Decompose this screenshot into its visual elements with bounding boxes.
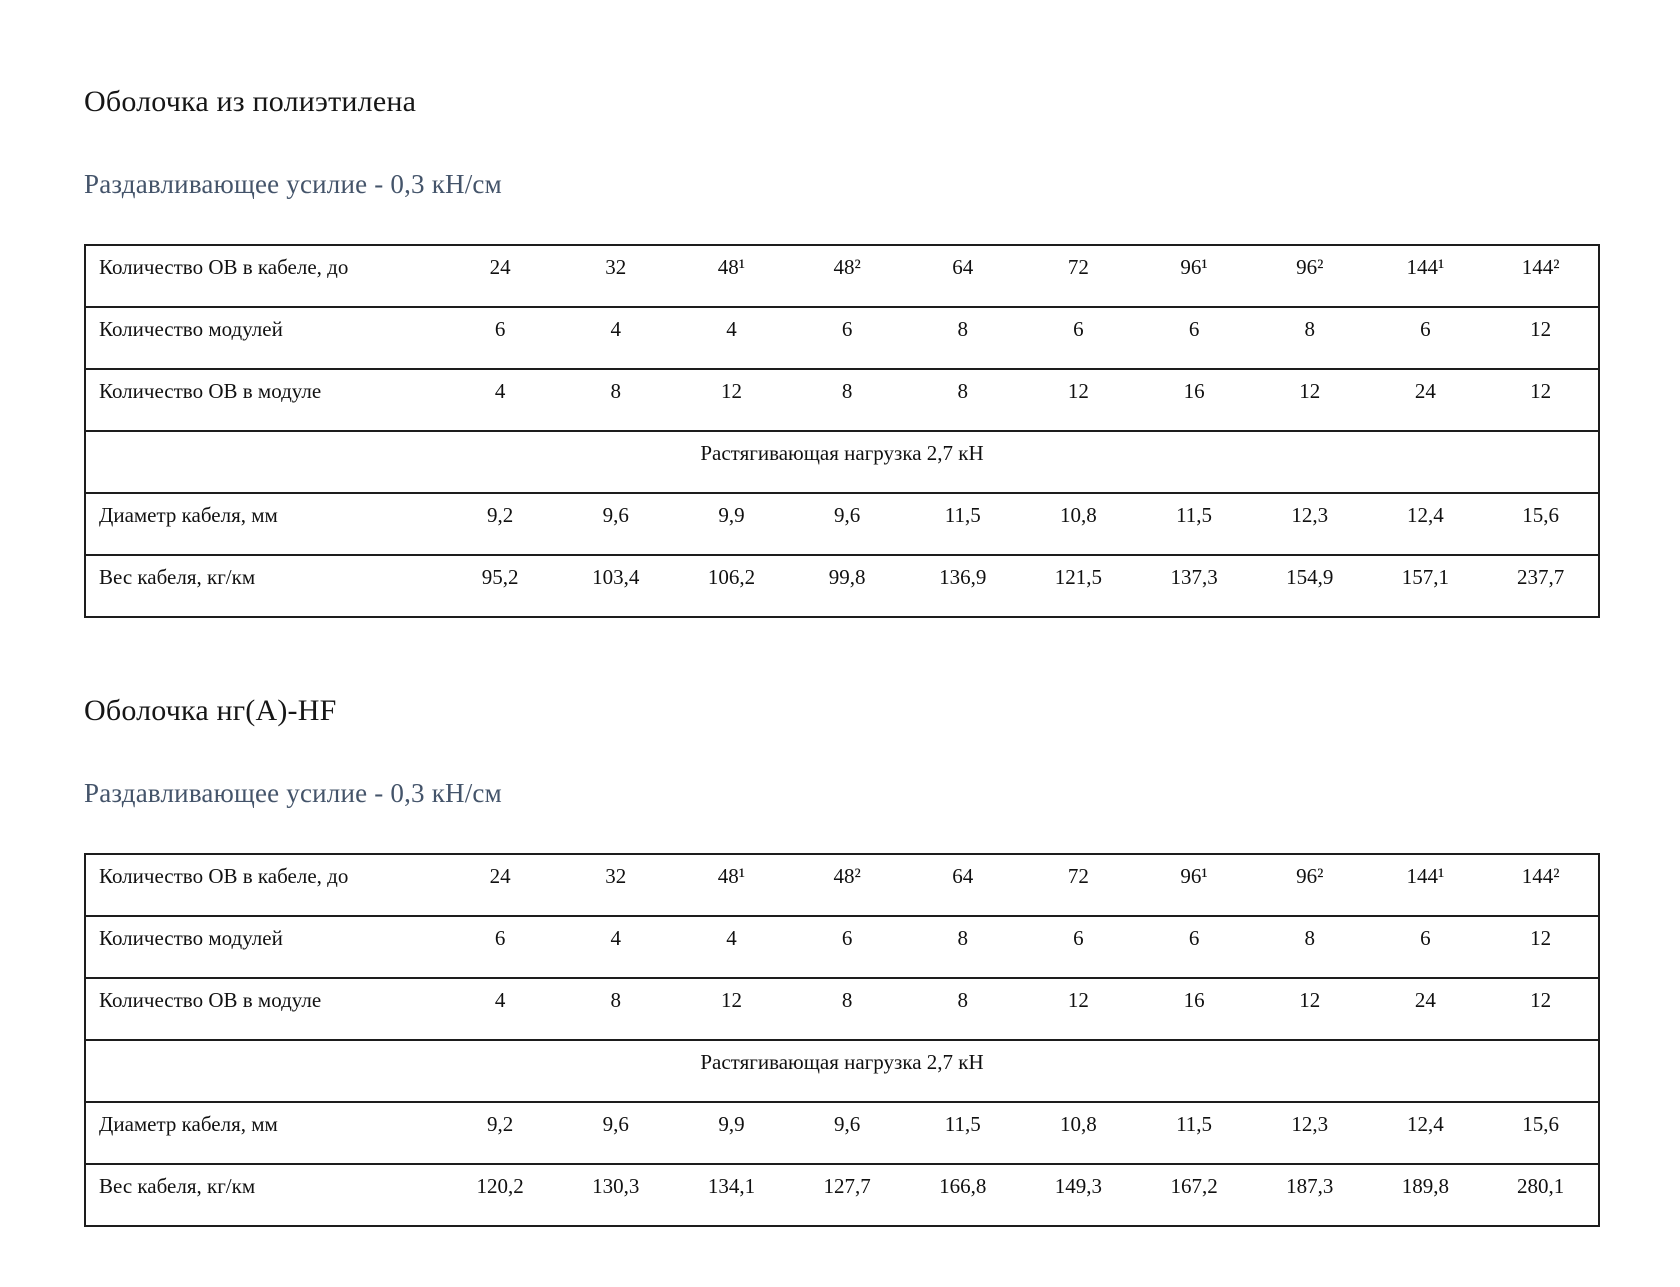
span-row-label: Растягивающая нагрузка 2,7 кН — [85, 431, 1599, 493]
value-cell: 121,5 — [1021, 555, 1137, 617]
table-row — [85, 369, 1599, 431]
value-cell: 144¹ — [1406, 255, 1445, 279]
value-cell: 9,6 — [789, 493, 905, 555]
table-row — [85, 431, 1599, 493]
value-cell: 4 — [674, 307, 790, 369]
value-cell: 6 — [1368, 307, 1484, 369]
value-cell: 24 — [489, 864, 511, 888]
value-cell: 9,6 — [789, 1102, 905, 1164]
value-cell: 12 — [1483, 978, 1599, 1040]
value-cell: 96¹ — [1180, 864, 1208, 888]
row-label: Количество модулей — [85, 916, 442, 978]
value-cell: 4 — [558, 307, 674, 369]
value-cell: 12 — [1252, 978, 1368, 1040]
value-cell: 96¹ — [1180, 255, 1208, 279]
value-cell: 8 — [905, 369, 1021, 431]
span-row-label: Растягивающая нагрузка 2,7 кН — [85, 1040, 1599, 1102]
value-cell: 12 — [674, 978, 790, 1040]
value-cell: 8 — [558, 369, 674, 431]
value-cell: 4 — [442, 369, 558, 431]
value-cell: 144² — [1521, 864, 1560, 888]
section-polyethylene-sheath — [84, 0, 1600, 618]
section-subtitle: Раздавливающее усилие - 0,3 кН/см — [84, 169, 502, 199]
value-cell: 12,3 — [1252, 493, 1368, 555]
value-cell: 12,3 — [1252, 1102, 1368, 1164]
row-label: Количество ОВ в модуле — [85, 978, 442, 1040]
value-cell: 48¹ — [717, 864, 746, 888]
value-cell: 106,2 — [674, 555, 790, 617]
value-cell: 4 — [442, 978, 558, 1040]
row-label: Вес кабеля, кг/км — [85, 1164, 442, 1226]
row-label: Количество ОВ в кабеле, до — [99, 864, 349, 888]
value-cell: 8 — [1252, 307, 1368, 369]
table-row — [85, 245, 1599, 307]
section-title: Оболочка нг(А)-HF — [84, 694, 337, 727]
value-cell: 8 — [905, 978, 1021, 1040]
value-cell: 96² — [1296, 255, 1324, 279]
table-row — [85, 916, 1599, 978]
value-cell: 144¹ — [1406, 864, 1445, 888]
value-cell: 8 — [905, 307, 1021, 369]
value-cell: 8 — [558, 978, 674, 1040]
value-cell: 9,6 — [558, 1102, 674, 1164]
value-cell: 8 — [789, 369, 905, 431]
value-cell: 12 — [1483, 916, 1599, 978]
value-cell: 32 — [605, 255, 627, 279]
value-cell: 48² — [833, 255, 861, 279]
value-cell: 10,8 — [1021, 493, 1137, 555]
value-cell: 9,9 — [674, 493, 790, 555]
value-cell: 134,1 — [674, 1164, 790, 1226]
table-row — [85, 555, 1599, 617]
value-cell: 12 — [674, 369, 790, 431]
value-cell: 11,5 — [1136, 1102, 1252, 1164]
row-label: Количество модулей — [85, 307, 442, 369]
value-cell: 9,2 — [442, 1102, 558, 1164]
value-cell: 136,9 — [905, 555, 1021, 617]
value-cell: 72 — [1067, 864, 1089, 888]
cable-spec-table-polyethylene — [84, 244, 1600, 618]
value-cell: 154,9 — [1252, 555, 1368, 617]
value-cell: 149,3 — [1021, 1164, 1137, 1226]
section-title: Оболочка из полиэтилена — [84, 85, 417, 118]
table-row — [85, 307, 1599, 369]
value-cell: 8 — [1252, 916, 1368, 978]
value-cell: 8 — [789, 978, 905, 1040]
value-cell: 6 — [1368, 916, 1484, 978]
value-cell: 16 — [1136, 978, 1252, 1040]
value-cell: 4 — [674, 916, 790, 978]
section-nga-hf-sheath — [84, 618, 1600, 1227]
value-cell: 120,2 — [442, 1164, 558, 1226]
row-label: Диаметр кабеля, мм — [85, 1102, 442, 1164]
value-cell: 6 — [1136, 307, 1252, 369]
value-cell: 137,3 — [1136, 555, 1252, 617]
value-cell: 12 — [1021, 369, 1137, 431]
value-cell: 6 — [789, 916, 905, 978]
value-cell: 12 — [1021, 978, 1137, 1040]
value-cell: 6 — [1021, 307, 1137, 369]
value-cell: 64 — [952, 864, 974, 888]
value-cell: 8 — [905, 916, 1021, 978]
value-cell: 24 — [1368, 978, 1484, 1040]
value-cell: 6 — [442, 916, 558, 978]
value-cell: 24 — [1368, 369, 1484, 431]
value-cell: 187,3 — [1252, 1164, 1368, 1226]
value-cell: 11,5 — [905, 1102, 1021, 1164]
value-cell: 166,8 — [905, 1164, 1021, 1226]
value-cell: 48² — [833, 864, 861, 888]
value-cell: 95,2 — [442, 555, 558, 617]
value-cell: 6 — [1021, 916, 1137, 978]
value-cell: 15,6 — [1483, 493, 1599, 555]
value-cell: 15,6 — [1483, 1102, 1599, 1164]
value-cell: 99,8 — [789, 555, 905, 617]
row-label: Диаметр кабеля, мм — [85, 493, 442, 555]
value-cell: 10,8 — [1021, 1102, 1137, 1164]
table-row — [85, 493, 1599, 555]
value-cell: 127,7 — [789, 1164, 905, 1226]
value-cell: 96² — [1296, 864, 1324, 888]
value-cell: 280,1 — [1483, 1164, 1599, 1226]
value-cell: 103,4 — [558, 555, 674, 617]
table-row — [85, 1164, 1599, 1226]
value-cell: 12 — [1483, 307, 1599, 369]
value-cell: 11,5 — [1136, 493, 1252, 555]
value-cell: 24 — [489, 255, 511, 279]
value-cell: 6 — [1136, 916, 1252, 978]
cable-spec-table-nga-hf — [84, 853, 1600, 1227]
value-cell: 64 — [952, 255, 974, 279]
value-cell: 9,2 — [442, 493, 558, 555]
value-cell: 9,9 — [674, 1102, 790, 1164]
section-subtitle: Раздавливающее усилие - 0,3 кН/см — [84, 778, 502, 808]
table-row — [85, 1040, 1599, 1102]
value-cell: 144² — [1521, 255, 1560, 279]
value-cell: 237,7 — [1483, 555, 1599, 617]
value-cell: 189,8 — [1368, 1164, 1484, 1226]
value-cell: 32 — [605, 864, 627, 888]
value-cell: 6 — [789, 307, 905, 369]
value-cell: 12 — [1483, 369, 1599, 431]
row-label: Количество ОВ в модуле — [85, 369, 442, 431]
value-cell: 157,1 — [1368, 555, 1484, 617]
value-cell: 12,4 — [1368, 1102, 1484, 1164]
row-label: Количество ОВ в кабеле, до — [99, 255, 349, 279]
value-cell: 48¹ — [717, 255, 746, 279]
table-row — [85, 978, 1599, 1040]
value-cell: 11,5 — [905, 493, 1021, 555]
value-cell: 9,6 — [558, 493, 674, 555]
value-cell: 12 — [1252, 369, 1368, 431]
value-cell: 4 — [558, 916, 674, 978]
value-cell: 16 — [1136, 369, 1252, 431]
value-cell: 6 — [442, 307, 558, 369]
value-cell: 167,2 — [1136, 1164, 1252, 1226]
value-cell: 72 — [1067, 255, 1089, 279]
row-label: Вес кабеля, кг/км — [85, 555, 442, 617]
table-row — [85, 1102, 1599, 1164]
table-row — [85, 854, 1599, 916]
value-cell: 12,4 — [1368, 493, 1484, 555]
value-cell: 130,3 — [558, 1164, 674, 1226]
